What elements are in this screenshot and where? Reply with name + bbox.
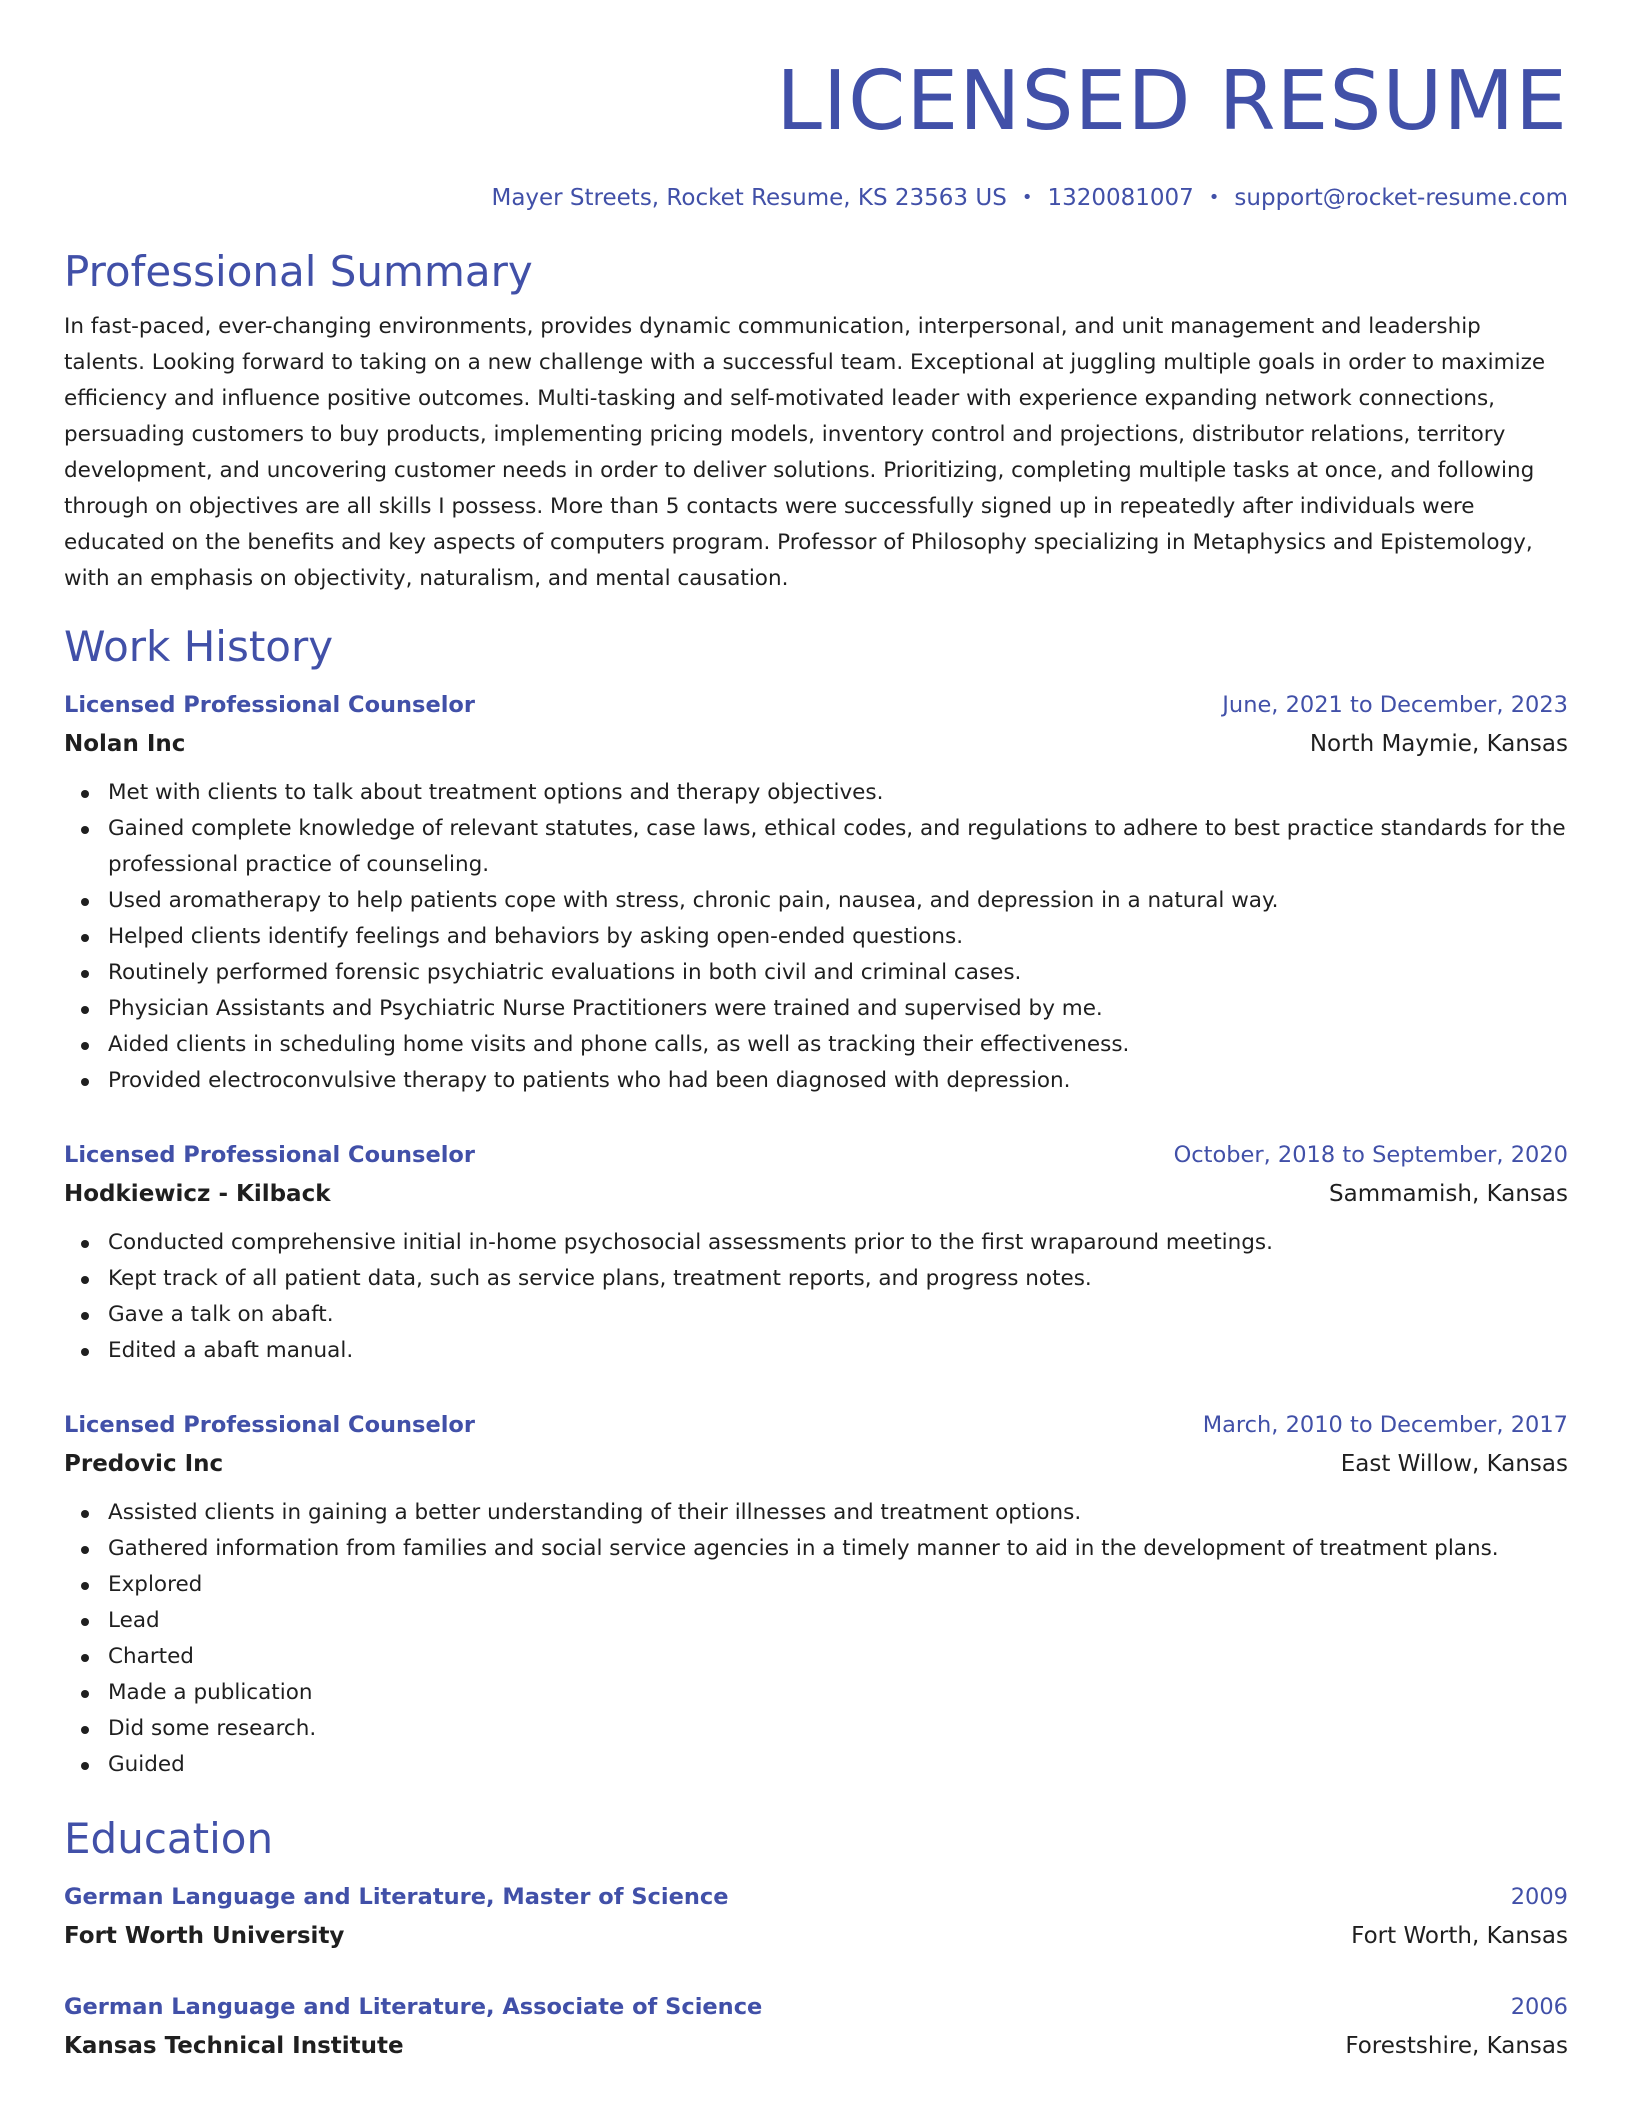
job-company-row (64, 725, 1568, 763)
graduation-year: 2006 (1510, 1994, 1568, 2020)
bullet-item: Did some research. (108, 1711, 1568, 1747)
section-title-work-history: Work History (64, 622, 334, 671)
bullet-item: Kept track of all patient data, such as service plans, treatment reports, and progress notes. (108, 1261, 1568, 1297)
summary-text: In fast-paced, ever-changing environments, provides dynamic communication, interpersonal, and unit management and leadership talents. Looking forward to taking on a new challenge with a successful team. Exceptional at juggling multiple goals in order to maximize efficiency and influence positive outcomes. Multi-tasking and self-motivated leader with experience expanding network connections, persuading customers to buy products, implementing pricing models, inventory control and projections, distributor relations, territory development, and uncovering customer needs in order to deliver solutions. Prioritizing, completing multiple tasks at once, and following through on objectives are all skills I possess. More than 5 contacts were successfully signed up in repeatedly after individuals were educated on the benefits and key aspects of computers program. Professor of Philosophy specializing in Metaphysics and Epistemology, with an emphasis on objectivity, naturalism, and mental causation. (64, 314, 1546, 591)
bullet-item: Conducted comprehensive initial in-home psychosocial assessments prior to the first wraparound meetings. (108, 1225, 1568, 1261)
school-location: Fort Worth, Kansas (1351, 1923, 1568, 1949)
bullet-item: Explored (108, 1567, 1568, 1603)
job-title: Licensed Professional Counselor (64, 1142, 475, 1168)
job-entry (64, 1135, 1568, 1369)
bullet-item: Lead (108, 1603, 1568, 1639)
email-link[interactable]: support@rocket-resume.com (1234, 185, 1568, 211)
education-header-row (64, 1987, 1568, 2027)
summary-section (64, 246, 1568, 597)
address: Mayer Streets, Rocket Resume, KS 23563 US (491, 185, 1007, 211)
bullet-item: Gained complete knowledge of relevant statutes, case laws, ethical codes, and regulations to adhere to best practice standards for the professional practice of counseling. (108, 811, 1568, 883)
job-header-row (64, 1135, 1568, 1175)
education-school-row (64, 2027, 1568, 2065)
job-company-row (64, 1445, 1568, 1483)
job-dates: October, 2018 to September, 2020 (1173, 1142, 1568, 1168)
job-bullets (64, 775, 1568, 1099)
education-entry (64, 1877, 1568, 1955)
bullet-item: Made a publication (108, 1675, 1568, 1711)
resume-header (64, 0, 1568, 214)
company-name: Predovic Inc (64, 1451, 224, 1477)
separator-dot: • (1021, 187, 1033, 208)
bullet-item: Charted (108, 1639, 1568, 1675)
bullet-item: Used aromatherapy to help patients cope with stress, chronic pain, nausea, and depression in a natural way. (108, 883, 1568, 919)
job-bullets (64, 1495, 1568, 1783)
bullet-item: Assisted clients in gaining a better understanding of their illnesses and treatment options. (108, 1495, 1568, 1531)
education-entry (64, 1987, 1568, 2065)
section-title-education: Education (64, 1814, 274, 1863)
job-location: North Maymie, Kansas (1309, 731, 1568, 757)
bullet-item: Guided (108, 1747, 1568, 1783)
education-school-row (64, 1917, 1568, 1955)
education-header-row (64, 1877, 1568, 1917)
job-dates: June, 2021 to December, 2023 (1222, 692, 1568, 718)
bullet-item: Provided electroconvulsive therapy to patients who had been diagnosed with depression. (108, 1063, 1568, 1099)
job-location: East Willow, Kansas (1340, 1451, 1568, 1477)
bullet-item: Met with clients to talk about treatment options and therapy objectives. (108, 775, 1568, 811)
bullet-item: Helped clients identify feelings and behaviors by asking open-ended questions. (108, 919, 1568, 955)
contact-line (64, 182, 1568, 214)
bullet-item: Routinely performed forensic psychiatric evaluations in both civil and criminal cases. (108, 955, 1568, 991)
bullet-item: Gathered information from families and social service agencies in a timely manner to aid in the development of treatment plans. (108, 1531, 1568, 1567)
job-title: Licensed Professional Counselor (64, 692, 475, 718)
job-header-row (64, 685, 1568, 725)
work-history-section (64, 621, 1568, 1783)
school-name: Fort Worth University (64, 1923, 345, 1949)
job-entry (64, 1405, 1568, 1783)
school-name: Kansas Technical Institute (64, 2033, 404, 2059)
company-name: Hodkiewicz - Kilback (64, 1181, 331, 1207)
bullet-item: Gave a talk on abaft. (108, 1297, 1568, 1333)
graduation-year: 2009 (1510, 1884, 1568, 1910)
job-header-row (64, 1405, 1568, 1445)
job-dates: March, 2010 to December, 2017 (1202, 1412, 1568, 1438)
school-location: Forestshire, Kansas (1345, 2033, 1568, 2059)
job-entry (64, 685, 1568, 1099)
job-location: Sammamish, Kansas (1329, 1181, 1568, 1207)
phone: 1320081007 (1047, 185, 1194, 211)
bullet-item: Physician Assistants and Psychiatric Nurse Practitioners were trained and supervised by me. (108, 991, 1568, 1027)
degree: German Language and Literature, Master of Science (64, 1884, 729, 1910)
education-section (64, 1813, 1568, 2065)
bullet-item: Aided clients in scheduling home visits and phone calls, as well as tracking their effectiveness. (108, 1027, 1568, 1063)
section-title-summary: Professional Summary (64, 247, 533, 296)
degree: German Language and Literature, Associate of Science (64, 1994, 763, 2020)
company-name: Nolan Inc (64, 731, 186, 757)
resume-name: LICENSED RESUME (776, 54, 1568, 149)
separator-dot: • (1208, 187, 1220, 208)
job-bullets (64, 1225, 1568, 1369)
bullet-item: Edited a abaft manual. (108, 1333, 1568, 1369)
job-company-row (64, 1175, 1568, 1213)
job-title: Licensed Professional Counselor (64, 1412, 475, 1438)
